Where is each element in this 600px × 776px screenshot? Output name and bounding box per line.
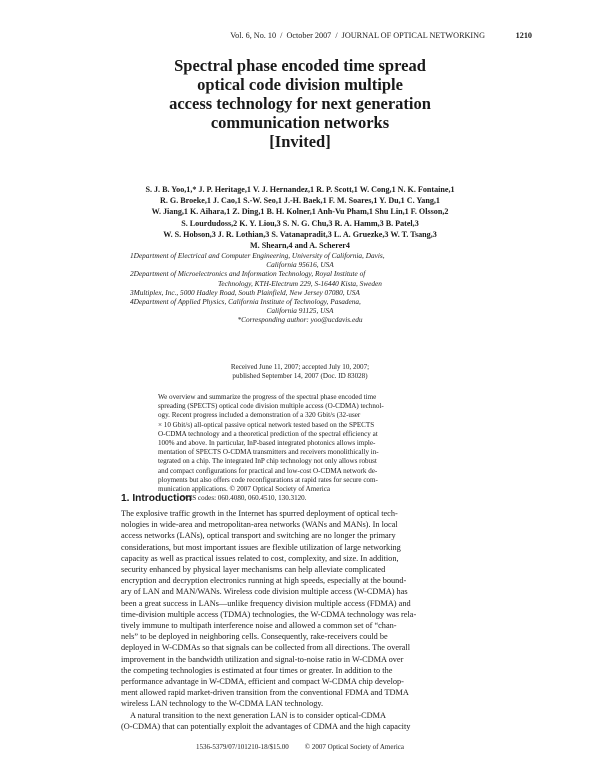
received-line: published September 14, 2007 (Doc. ID 83028) bbox=[232, 372, 368, 381]
abstract-line: munication applications. © 2007 Optical Society of America bbox=[158, 485, 331, 494]
abstract-line: mentation of SPECTS O-CDMA transmitters and receivers monolithically in- bbox=[158, 448, 379, 457]
corresponding-author: *Corresponding author: yoo@ucdavis.edu bbox=[237, 315, 363, 325]
body-line: considerations, but most important issues are flexible utilization of large networking bbox=[121, 542, 401, 552]
abstract-line: We overview and summarize the progress of the spectral phase encoded time bbox=[158, 393, 377, 401]
abstract-line: 100% and above. In particular, InP-based integrated photonics allows imple- bbox=[158, 439, 376, 448]
body-line: ment allowed rapid market-driven transition from the conventional FDMA and TDMA bbox=[121, 688, 409, 698]
page-footer bbox=[0, 743, 600, 751]
body-line: encryption and decryption electronics running at high speeds, especially at the bound- bbox=[121, 576, 407, 586]
footer-copyright: © 2007 Optical Society of America bbox=[304, 743, 404, 751]
running-header: Vol. 6, No. 10 / October 2007 / JOURNAL OF OPTICAL NETWORKING 1210 bbox=[230, 31, 532, 40]
author-line: M. Shearn,4 and A. Scherer4 bbox=[250, 241, 350, 251]
abstract-line: spreading (SPECTS) optical code division multiple access (O-CDMA) technol- bbox=[158, 402, 384, 411]
body-line: tively immune to multipath interference noise and allowed a common set of “chan- bbox=[121, 621, 397, 631]
body-line: deployed in W-CDMAs so that signals can be collected from all directions. The overall bbox=[121, 643, 411, 653]
abstract-line: ogy. Recent progress included a demonstration of a 320 Gbit/s (32-user bbox=[158, 411, 361, 420]
title-line: access technology for next generation bbox=[169, 94, 431, 113]
body-line: nologies in wide-area and metropolitan-area networks (WANs and MANs). In local bbox=[121, 520, 398, 530]
paper-title bbox=[0, 56, 600, 151]
title-line: communication networks bbox=[210, 113, 390, 132]
affiliations bbox=[130, 251, 470, 325]
journal-name: JOURNAL OF OPTICAL NETWORKING bbox=[341, 31, 485, 40]
body-line: capacity as well as practical issues related to cost, complexity, and size. In addition, bbox=[121, 553, 399, 563]
abstract-line: × 10 Gbit/s) all-optical passive optical network tested based on the SPECTS bbox=[158, 420, 375, 429]
affiliation-line: 2Department of Microelectronics and Information Technology, Royal Institute of bbox=[130, 269, 366, 279]
title-line: optical code division multiple bbox=[197, 75, 403, 94]
received-line: Received June 11, 2007; accepted July 10, 2007; bbox=[230, 363, 370, 371]
body-line: wireless LAN technology to the W-CDMA LAN technology. bbox=[121, 699, 324, 709]
body-line: A natural transition to the next generation LAN is to consider optical-CDMA bbox=[130, 710, 386, 720]
affiliation-line: Technology, KTH-Electrum 229, S-16440 Kista, Sweden bbox=[218, 278, 382, 288]
author-line: R. G. Broeke,1 J. Cao,1 S.-W. Seo,1 J.-H. Baek,1 F. M. Soares,1 Y. Du,1 C. Yang,1 bbox=[160, 196, 440, 206]
body-line: been a great success in LANs—unlike frequency division multiple access (FDMA) and bbox=[121, 598, 411, 608]
affiliation-line: 1Department of Electrical and Computer Engineering, University of California, Davis, bbox=[130, 251, 385, 260]
publication-history bbox=[100, 363, 500, 381]
abstract-line: O-CDMA technology and a theoretical prediction of the spectral efficiency at bbox=[158, 429, 378, 438]
affiliation-line: California 95616, USA bbox=[266, 260, 334, 270]
ocis-codes: OCIS codes: 060.4080, 060.4510, 130.3120. bbox=[180, 494, 307, 503]
abstract bbox=[158, 393, 458, 503]
section-heading-introduction: 1. Introduction bbox=[121, 493, 192, 504]
body-line: time-division multiple access (TDMA) technologies, the W-CDMA technology was rela- bbox=[121, 609, 417, 619]
body-line: improvement in the bandwidth utilization and signal-to-noise ratio in W-CDMA over bbox=[121, 654, 404, 664]
author-line: W. Jiang,1 K. Aihara,1 Z. Ding,1 B. H. Kolner,1 Anh-Vu Pham,1 Shu Lin,1 F. Olsson,2 bbox=[151, 207, 449, 217]
body-text bbox=[121, 508, 486, 732]
body-line: access networks (LANs), optical transport and switching are no longer the primary bbox=[121, 531, 396, 541]
affiliation-line: California 91125, USA bbox=[266, 306, 334, 316]
body-line: (O-CDMA) that can potentially exploit the advantages of CDMA and the high capacity bbox=[121, 721, 411, 731]
abstract-line: tegrated on a chip. The integrated InP chip technology not only allows robust bbox=[158, 457, 377, 466]
body-line: ary of LAN and MAN/WANs. Wireless code division multiple access (W-CDMA) has bbox=[121, 587, 408, 597]
body-line: security enhanced by physical layer mechanisms can help alleviate complicated bbox=[121, 565, 386, 575]
abstract-line: and compact configurations for practical and low-cost O-CDMA network de- bbox=[158, 466, 378, 475]
author-line: W. S. Hobson,3 J. R. Lothian,3 S. Vatanapradit,3 L. A. Gruezke,3 W. T. Tsang,3 bbox=[163, 229, 437, 239]
author-line: S. J. B. Yoo,1,* J. P. Heritage,1 V. J. Hernandez,1 R. P. Scott,1 W. Cong,1 N. K. Fontaine,1 bbox=[145, 185, 455, 194]
body-line: nels” to be deployed in neighboring cells. Consequently, rake-receivers could be bbox=[121, 632, 388, 642]
abstract-line: ployments but also offers code reconfigurations at rapid rates for secure com- bbox=[158, 475, 378, 484]
title-line: [Invited] bbox=[269, 132, 331, 151]
page-number: 1210 bbox=[515, 31, 532, 40]
author-list bbox=[90, 184, 510, 251]
volume-issue: Vol. 6, No. 10 bbox=[230, 31, 277, 40]
body-line: the competing technologies is estimated at four times or greater. In addition to the bbox=[121, 665, 393, 675]
body-line: performance advantage in W-CDMA, efficient and compact W-CDMA chip develop- bbox=[121, 677, 404, 687]
title-line: Spectral phase encoded time spread bbox=[174, 56, 426, 75]
affiliation-line: 4Department of Applied Physics, California Institute of Technology, Pasadena, bbox=[130, 297, 361, 307]
footer-code: 1536-5379/07/101210-18/$15.00 bbox=[196, 743, 289, 751]
issue-date: October 2007 bbox=[286, 31, 332, 40]
affiliation-line: 3Multiplex, Inc., 5000 Hadley Road, South Plainfield, New Jersey 07080, USA bbox=[130, 287, 360, 297]
author-line: S. Lourdudoss,2 K. Y. Liou,3 S. N. G. Chu,3 R. A. Hamm,3 B. Patel,3 bbox=[181, 218, 419, 228]
body-line: The explosive traffic growth in the Internet has spurred deployment of optical tech- bbox=[121, 509, 398, 518]
